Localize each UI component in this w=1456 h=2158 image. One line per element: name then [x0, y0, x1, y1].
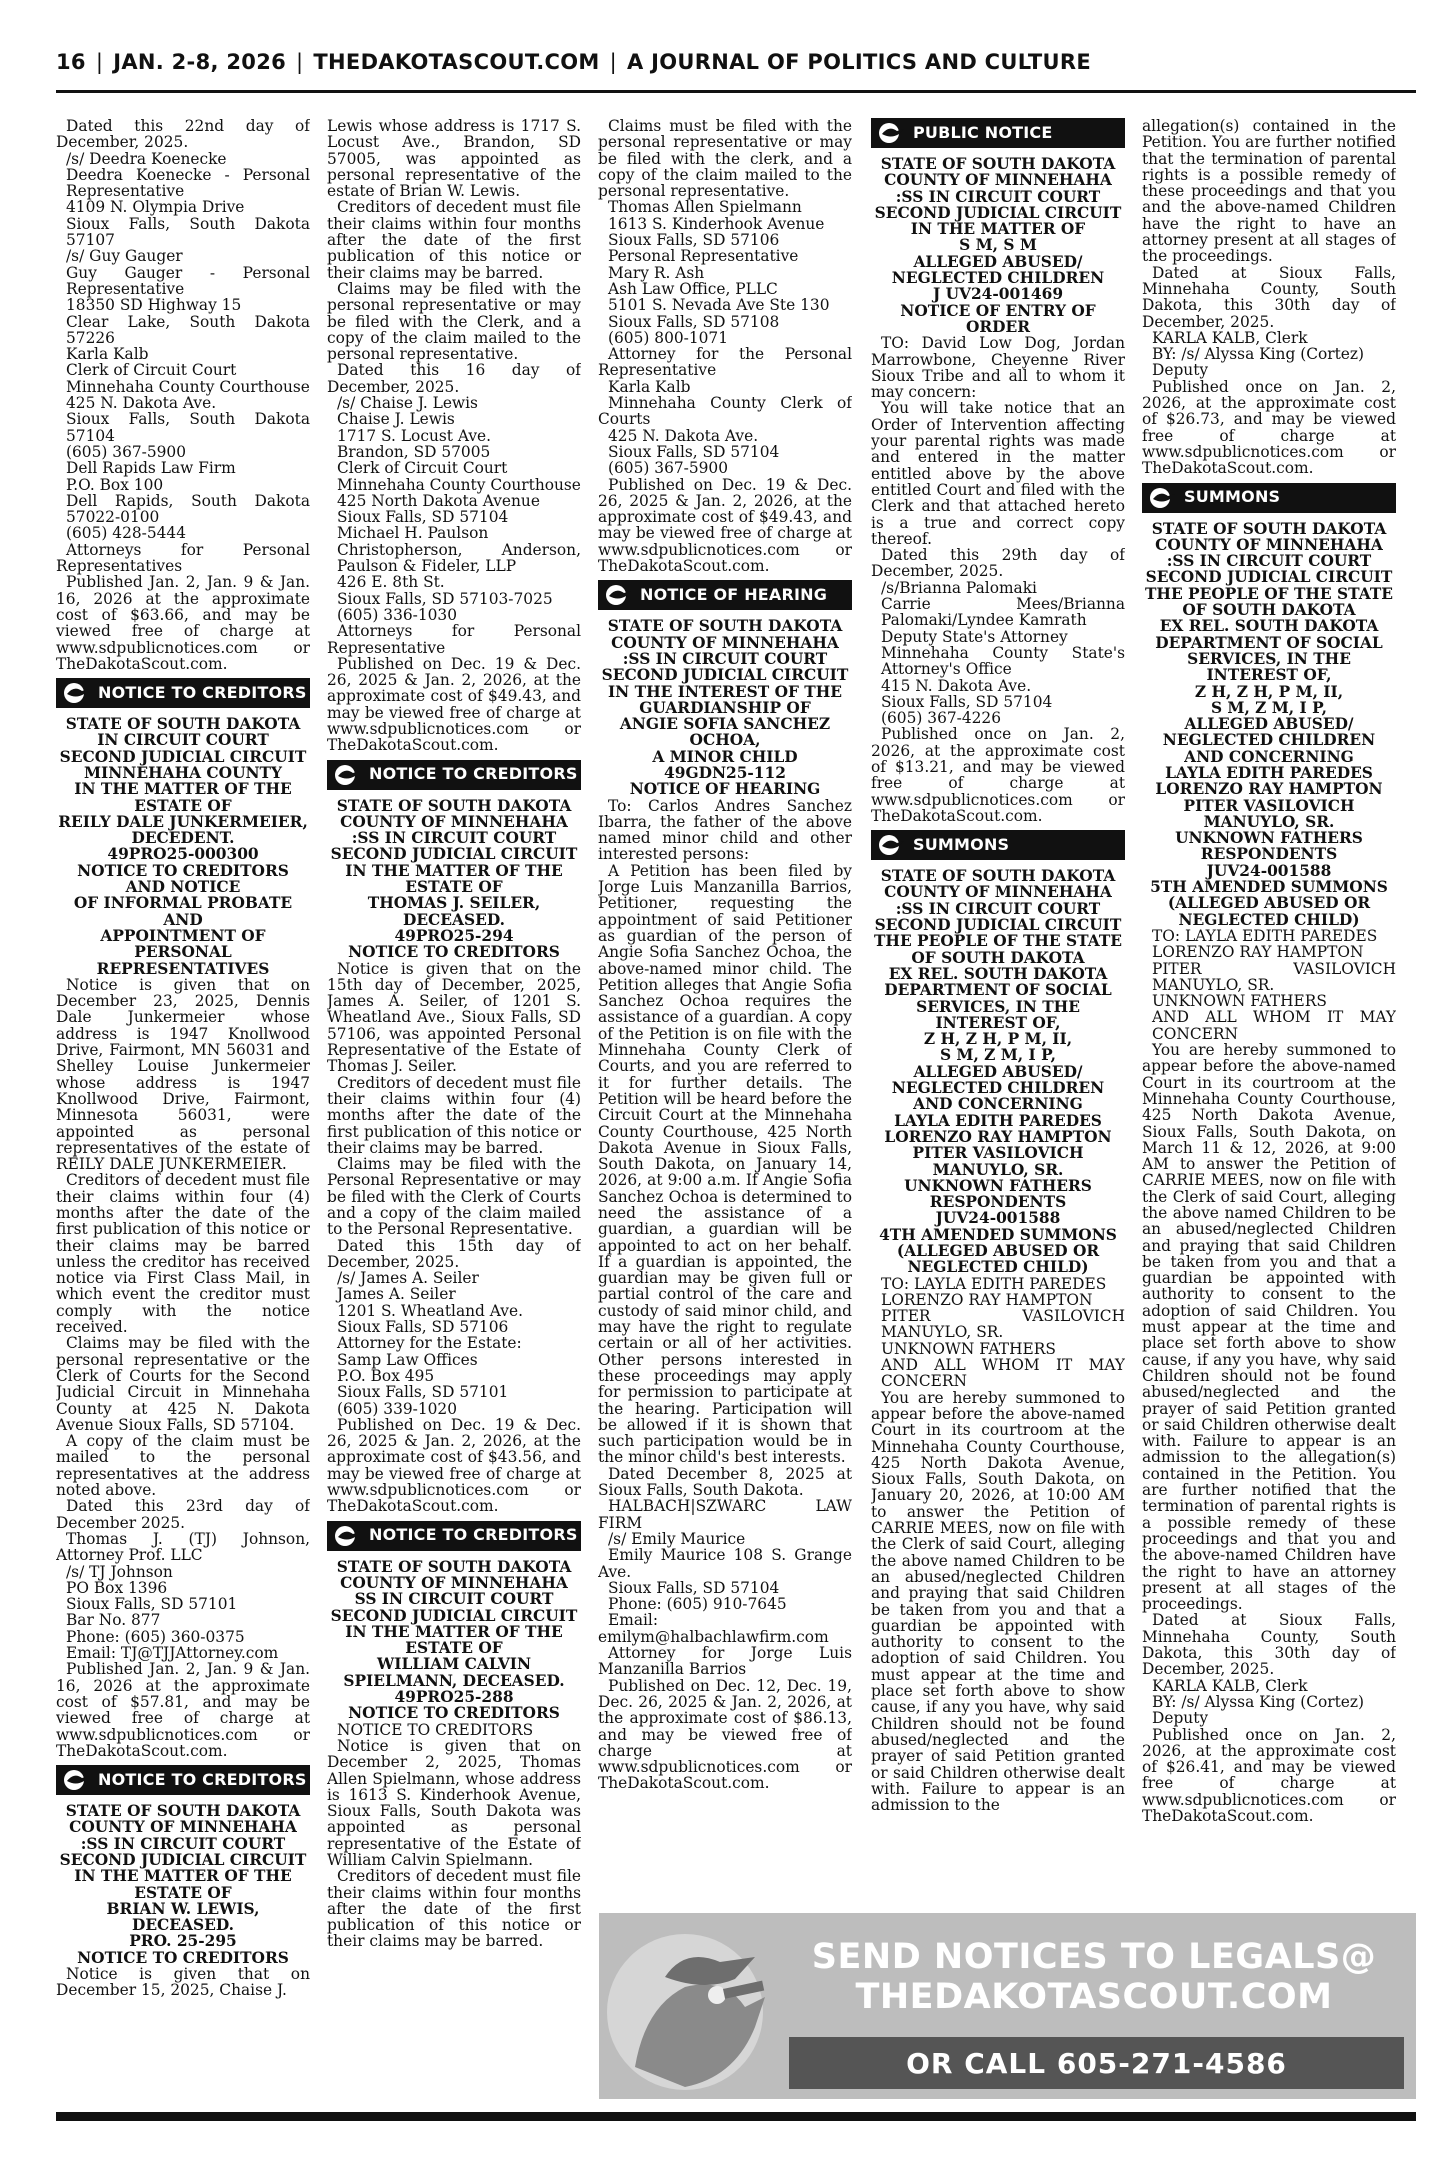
notice-text: /s/ James A. Seiler — [337, 1269, 479, 1288]
notice-text: Deputy State's Attorney — [881, 627, 1068, 646]
site-name: THEDAKOTASCOUT.COM — [313, 50, 600, 74]
notice-text: You will take notice that an Order of Intervention affecting your parental rights was made and entered in the matter entitled above by the above entitled Court and filed with the Clerk and that attached hereto is a true and correct copy thereof. — [871, 399, 1125, 548]
ad-phone-bar — [789, 2037, 1404, 2089]
notice-text: Sioux Falls, SD 57104 — [608, 1578, 780, 1597]
notice-heading: IN THE MATTER OF THE ESTATE OF — [345, 1622, 563, 1658]
notice-text: LORENZO RAY HAMPTON — [1152, 943, 1364, 962]
section-banner — [871, 830, 1125, 860]
notice-text: Minnehaha County Clerk of Courts — [598, 394, 852, 429]
notice-text: Dated this 22nd day of December, 2025. — [56, 118, 310, 152]
ad-line-1: SEND NOTICES TO LEGALS@ — [811, 1937, 1377, 1977]
notice-text: Deputy — [1152, 1709, 1209, 1728]
column-1 — [56, 118, 310, 2096]
notice-heading: THE PEOPLE OF THE STATE OF SOUTH DAKOTA — [873, 932, 1123, 967]
notice-text: Ash Law Office, PLLC — [608, 279, 778, 298]
notice-heading: NOTICE TO CREDITORS — [348, 943, 560, 962]
notice-text: Sioux Falls, South Dakota 57104 — [66, 410, 310, 445]
notice-text: Sioux Falls, South Dakota 57107 — [66, 214, 310, 250]
scout-logo-icon — [877, 121, 907, 145]
notice-heading: 49GDN25-112 — [664, 763, 786, 782]
section-banner — [327, 1521, 581, 1551]
notice-text: Notice is given that on December 15, 2025, Chaise J. — [56, 1965, 310, 2000]
notice-text: (605) 367-4226 — [881, 709, 1002, 728]
notice-text: TO: LAYLA EDITH PAREDES — [881, 1274, 1107, 1293]
ad-line-2: THEDAKOTASCOUT.COM — [855, 1977, 1333, 2017]
notice-text: Attorneys for Personal Representatives — [56, 540, 310, 576]
notice-heading: LAYLA EDITH PAREDES — [1165, 763, 1373, 782]
notice-text: Sioux Falls, SD 57104 — [608, 442, 780, 461]
notice-heading: IN CIRCUIT COURT — [97, 731, 269, 750]
notice-text: 4109 N. Olympia Drive — [66, 198, 245, 217]
notice-text: 18350 SD Highway 15 — [66, 296, 242, 315]
notice-text: 5101 S. Nevada Ave Ste 130 — [608, 296, 830, 315]
notice-heading: SECOND JUDICIAL CIRCUIT — [59, 1850, 307, 1869]
banner-label: NOTICE TO CREDITORS — [98, 1769, 307, 1789]
notice-text: TO: David Low Dog, Jordan Marrowbone, Cheyenne River Sioux Tribe and all to whom it may concern: — [871, 334, 1125, 402]
section-banner — [327, 760, 581, 790]
notice-text: /s/ Deedra Koenecke — [66, 149, 227, 168]
section-banner — [871, 118, 1125, 148]
section-banner — [598, 580, 852, 610]
scout-logo-icon — [333, 1524, 363, 1548]
notice-text: (605) 336-1030 — [337, 605, 458, 624]
notice-text: Claims may be filed with the personal representative or may be filed with the Clerk, and a copy of the claim mailed to the personal representative. — [327, 279, 581, 364]
column-4 — [871, 118, 1125, 2096]
notice-heading: :SS IN CIRCUIT COURT — [895, 899, 1101, 918]
banner-label: NOTICE TO CREDITORS — [369, 1525, 578, 1545]
notice-text: UNKNOWN FATHERS — [881, 1339, 1056, 1358]
notice-text: Dated this 29th day of December, 2025. — [871, 546, 1125, 581]
notice-heading: 49PRO25-294 — [394, 926, 514, 945]
notice-heading: STATE OF SOUTH DAKOTA — [65, 715, 301, 734]
footer-rule — [56, 2112, 1416, 2121]
notice-text: Dated this 15th day of December, 2025. — [327, 1236, 581, 1271]
notice-text: Sioux Falls, SD 57103-7025 — [337, 589, 553, 608]
notice-text: Minnehaha County Courthouse — [66, 377, 310, 396]
notice-text: Dated at Sioux Falls, Minnehaha County, South Dakota, this 30th day of December, 2025. — [1142, 263, 1396, 331]
notice-heading: Z H, Z H, P M, II, — [1194, 682, 1344, 701]
notice-heading: A MINOR CHILD — [652, 747, 798, 766]
notice-text: Email: TJ@TJJAttorney.com — [66, 1644, 279, 1663]
notice-text: PITER VASILOVICH MANUYLO, SR. — [1152, 959, 1396, 994]
notice-heading: NOTICE TO CREDITORS — [348, 1704, 560, 1723]
notice-text: Dated at Sioux Falls, Minnehaha County, South Dakota, this 30th day of December, 2025. — [1142, 1611, 1396, 1679]
notice-heading: THOMAS J. SEILER, DECEASED. — [367, 894, 541, 929]
notice-heading: J UV24-001469 — [932, 285, 1064, 304]
issue-date: JAN. 2-8, 2026 — [113, 50, 287, 74]
notice-text: KARLA KALB, Clerk — [1152, 1676, 1308, 1695]
notice-text: Thomas J. (TJ) Johnson, Attorney Prof. LLC — [56, 1529, 310, 1565]
notice-heading: JUV24-001588 — [935, 1209, 1061, 1228]
notice-text: HALBACH|SZWARC LAW FIRM — [598, 1497, 852, 1532]
notice-text: BY: /s/ Alyssa King (Cortez) — [1152, 345, 1365, 364]
notice-text: 1717 S. Locust Ave. — [337, 426, 492, 445]
notice-heading: SECOND JUDICIAL CIRCUIT — [874, 916, 1122, 935]
notice-text: Creditors of decedent must file their claims within four months after the date of the first publication of this notice or their claims may be barred. — [327, 1867, 581, 1951]
notice-heading: STATE OF SOUTH DAKOTA — [607, 617, 843, 636]
notice-text: Published Jan. 2, Jan. 9 & Jan. 16, 2026 at the approximate cost of $57.81, and may be viewed free of charge at www.sdpublicnotices.com or TheDakotaScout.com. — [56, 1660, 310, 1760]
notice-text: 1201 S. Wheatland Ave. — [337, 1301, 523, 1320]
scout-mascot-icon — [605, 1917, 775, 2095]
notice-heading: UNKNOWN FATHERS — [1175, 829, 1363, 848]
notice-text: Mary R. Ash — [608, 263, 705, 282]
notice-text: /s/ Guy Gauger — [66, 247, 183, 266]
notice-text: 415 N. Dakota Ave. — [881, 676, 1032, 695]
notice-heading: JUV24-001588 — [1206, 861, 1332, 880]
notice-text: Sioux Falls, SD 57101 — [66, 1595, 238, 1614]
notice-text: Thomas Allen Spielmann — [608, 198, 802, 217]
notice-heading: EX REL. SOUTH DAKOTA DEPARTMENT OF SOCIAL SERVICES, IN THE INTEREST OF, — [1155, 617, 1383, 685]
notice-text: KARLA KALB, Clerk — [1152, 328, 1308, 347]
notice-text: Sioux Falls, SD 57101 — [337, 1383, 509, 1402]
notice-heading: SECOND JUDICIAL CIRCUIT — [330, 1606, 578, 1625]
notice-heading: ALLEGED ABUSED/ NEGLECTED CHILDREN — [1162, 715, 1376, 750]
notice-heading: COUNTY OF MINNEHAHA — [611, 633, 839, 652]
notice-text: You are hereby summoned to appear before the above-named Court in its courtroom at the Minnehaha County Courthouse, 425 North Dakota Avenue, Sioux Falls, South Dakota, on January 20, 2026, at 10:00 AM to answer the Petition of CARRIE MEES, now on file with the Clerk of said Court, alleging the above named Children to be an abused/neglected Children and praying that said Children be taken from you and that a guardian be appointed with authority to consent to the adoption of said Children. You must appear at the time and place set forth above to show cause, if any you have, why said Children should not be found abused/neglected and the prayer of said Petition granted or said Children otherwise dealt with. Failure to appear is an admission to the — [871, 1388, 1125, 1815]
notice-text: Published once on Jan. 2, 2026, at the approximate cost of $13.21, and may be viewed free of charge at www.sdpublicnotices.com or TheDakotaScout.com. — [871, 725, 1125, 825]
notice-text: BY: /s/ Alyssa King (Cortez) — [1152, 1692, 1365, 1711]
notice-text: Published on Dec. 19 & Dec. 26, 2025 & Jan. 2, 2026, at the approximate cost of $49.43, and may be viewed free of charge at www.sdpublicnotices.com or TheDakotaScout.com. — [327, 654, 581, 755]
notice-heading: IN THE MATTER OF THE ESTATE OF — [74, 1867, 292, 1902]
notice-heading: NOTICE TO CREDITORS — [77, 1948, 289, 1967]
notice-text: (605) 428-5444 — [66, 524, 187, 543]
tagline: A JOURNAL OF POLITICS AND CULTURE — [627, 50, 1092, 74]
notice-heading: SECOND JUDICIAL CIRCUIT — [330, 845, 578, 864]
notice-text: Brandon, SD 57005 — [337, 442, 491, 461]
notice-heading: 49PRO25-288 — [394, 1688, 514, 1707]
notice-heading: RESPONDENTS — [929, 1193, 1067, 1212]
notice-heading: STATE OF SOUTH DAKOTA — [1151, 519, 1387, 538]
notice-heading: MINNEHAHA COUNTY — [83, 763, 282, 782]
notice-heading: :SS IN CIRCUIT COURT — [80, 1834, 286, 1853]
banner-label: SUMMONS — [1184, 487, 1281, 507]
scout-logo-icon — [62, 681, 92, 705]
section-banner — [1142, 483, 1396, 513]
notice-heading: NOTICE TO CREDITORS AND NOTICE — [77, 861, 289, 897]
notice-text: Dated this 16 day of December, 2025. — [327, 361, 581, 396]
banner-label: NOTICE OF HEARING — [640, 585, 828, 605]
notice-heading: :SS IN CIRCUIT COURT — [1166, 552, 1372, 571]
notice-text: Published once on Jan. 2, 2026, at the approximate cost of $26.41, and may be viewed free of charge at www.sdpublicnotices.com or TheDakotaScout.com. — [1142, 1725, 1396, 1825]
page-number: 16 — [56, 50, 86, 74]
notice-heading: IN THE MATTER OF THE ESTATE OF — [74, 780, 292, 815]
notice-text: Phone: (605) 360-0375 — [66, 1627, 245, 1646]
notice-text: Published on Dec. 12, Dec. 19, Dec. 26, 2025 & Jan. 2, 2026, at the approximate cost of $86.13, and may be viewed free of charge at www.sdpublicnotices.com or TheDakotaScout.com. — [598, 1676, 852, 1793]
notice-text: Deedra Koenecke - Personal Representative — [66, 165, 310, 201]
scout-logo-icon — [877, 833, 907, 857]
notice-text: (605) 367-5900 — [66, 442, 187, 461]
notice-text: Notice is given that on the 15th day of December, 2025, James A. Seiler, of 1201 S. Wheatland Ave., Sioux Falls, SD 57106, was appointed Personal Representative of the Estate of Thomas J. Seiler. — [327, 959, 581, 1076]
notice-text: (605) 800-1071 — [608, 328, 729, 347]
notice-heading: S M, Z M, I P, — [939, 1046, 1057, 1065]
notice-heading: COUNTY OF MINNEHAHA — [340, 1573, 568, 1592]
notice-text: PO Box 1396 — [66, 1578, 168, 1597]
notice-heading: (ALLEGED ABUSED OR NEGLECTED CHILD) — [896, 1242, 1100, 1277]
notice-text: James A. Seiler — [337, 1285, 456, 1304]
notice-text: TO: LAYLA EDITH PAREDES — [1152, 926, 1378, 945]
legal-notices-ad — [599, 1913, 1416, 2099]
notice-text: Christopherson, Anderson, Paulson & Fideler, LLP — [337, 540, 581, 576]
notice-heading: REILY DALE JUNKERMEIER, DECEDENT. — [58, 812, 308, 848]
notice-text: Emily Maurice 108 S. Grange Ave. — [598, 1546, 852, 1581]
notice-text: Clear Lake, South Dakota 57226 — [66, 312, 310, 347]
notice-heading: OF INFORMAL PROBATE AND — [73, 894, 293, 929]
notice-heading: IN THE MATTER OF — [910, 220, 1086, 239]
notice-text: Deputy — [1152, 361, 1209, 380]
banner-label: NOTICE TO CREDITORS — [369, 764, 578, 784]
notice-text: AND ALL WHOM IT MAY CONCERN — [1152, 1008, 1396, 1043]
notice-heading: SECOND JUDICIAL CIRCUIT — [874, 203, 1122, 222]
notice-text: Phone: (605) 910-7645 — [608, 1595, 787, 1614]
notice-heading: APPOINTMENT OF PERSONAL REPRESENTATIVES — [96, 926, 270, 978]
notice-text: /s/ TJ Johnson — [66, 1562, 173, 1581]
section-banner — [56, 678, 310, 708]
notice-text: 425 N. Dakota Ave. — [608, 426, 759, 445]
notice-text: (605) 367-5900 — [608, 459, 729, 478]
notice-heading: SECOND JUDICIAL CIRCUIT — [601, 666, 849, 685]
scout-logo-icon — [604, 583, 634, 607]
column-5 — [1142, 118, 1396, 1896]
notice-text: Email: emilym@halbachlawfirm.com — [598, 1611, 829, 1646]
notice-text: Michael H. Paulson — [337, 524, 489, 543]
header-rule — [56, 90, 1416, 93]
notice-text: Creditors of decedent must file their claims within four (4) months after the date of the first publication of this notice or their claims may be barred. — [327, 1073, 581, 1157]
notice-text: Claims must be filed with the personal representative or may be filed with the clerk, and a copy of the claim mailed to the personal representative. — [598, 118, 852, 201]
notice-text: Attorney for the Personal Representative — [598, 345, 852, 380]
banner-label: NOTICE TO CREDITORS — [98, 682, 307, 702]
notice-heading: PRO. 25-295 — [129, 1932, 237, 1951]
notice-text: Published on Dec. 19 & Dec. 26, 2025 & Jan. 2, 2026, at the approximate cost of $49.43, and may be viewed free of charge at www.sdpublicnotices.com or TheDakotaScout.com. — [598, 475, 852, 576]
notice-heading: IN THE INTEREST OF THE GUARDIANSHIP OF — [607, 682, 843, 717]
notice-heading: COUNTY OF MINNEHAHA — [340, 812, 568, 831]
notice-text: Sioux Falls, SD 57104 — [337, 508, 509, 527]
notice-text: /s/ Emily Maurice — [608, 1529, 746, 1548]
notice-text: UNKNOWN FATHERS — [1152, 992, 1327, 1011]
notice-heading: LORENZO RAY HAMPTON — [884, 1127, 1112, 1146]
notice-heading: AND CONCERNING — [913, 1095, 1083, 1114]
notice-text: Published once on Jan. 2, 2026, at the approximate cost of $26.73, and may be viewed free of charge at www.sdpublicnotices.com or TheDakotaScout.com. — [1142, 377, 1396, 478]
notice-text: 425 North Dakota Avenue — [337, 491, 540, 510]
notice-heading: 49PRO25-000300 — [107, 845, 259, 864]
notice-heading: SS IN CIRCUIT COURT — [354, 1590, 554, 1609]
notice-heading: 4TH AMENDED SUMMONS — [879, 1225, 1117, 1244]
notice-heading: WILLIAM CALVIN SPIELMANN, DECEASED. — [343, 1655, 565, 1690]
notice-text: AND ALL WHOM IT MAY CONCERN — [881, 1356, 1125, 1391]
page-header: 16 | JAN. 2-8, 2026 | THEDAKOTASCOUT.COM | A JOURNAL OF POLITICS AND CULTURE — [56, 50, 1092, 74]
notice-text: Dated this 23rd day of December 2025. — [56, 1497, 310, 1532]
notice-text: Claims may be filed with the personal representative or the Clerk of Courts for the Second Judicial Circuit in Minnehaha County at 425 N. Dakota Avenue Sioux Falls, SD 57104. — [56, 1334, 310, 1434]
notice-heading: :SS IN CIRCUIT COURT — [622, 649, 828, 668]
notice-text: Attorney for Jorge Luis Manzanilla Barrios — [598, 1644, 852, 1679]
notice-heading: NOTICE OF ENTRY OF ORDER — [900, 301, 1096, 336]
notice-heading: STATE OF SOUTH DAKOTA — [65, 1802, 301, 1821]
notice-heading: IN THE MATTER OF THE ESTATE OF — [345, 861, 563, 897]
notice-text: PITER VASILOVICH MANUYLO, SR. — [881, 1307, 1125, 1342]
notice-text: P.O. Box 495 — [337, 1366, 435, 1385]
notice-text: Lewis whose address is 1717 S. Locust Ave., Brandon, SD 57005, was appointed as personal representative of the estate of Brian W. Lewis. — [327, 118, 581, 201]
notice-text: A copy of the claim must be mailed to the personal representatives at the address noted above. — [56, 1432, 310, 1500]
notice-heading: 5TH AMENDED SUMMONS — [1150, 878, 1388, 897]
notice-text: Sioux Falls, SD 57106 — [608, 231, 780, 250]
notice-text: NOTICE TO CREDITORS — [337, 1720, 534, 1739]
notice-heading: COUNTY OF MINNEHAHA — [69, 1818, 297, 1837]
notice-heading: STATE OF SOUTH DAKOTA — [336, 1557, 572, 1576]
notice-text: Karla Kalb — [66, 345, 149, 364]
notice-text: Notice is given that on December 2, 2025, Thomas Allen Spielmann, whose address is 1613 S. Kinderhook Avenue, Sioux Falls, South Dakota was appointed as personal representative of the Estate of William Calvin Spielmann. — [327, 1736, 581, 1869]
notice-heading: UNKNOWN FATHERS — [904, 1176, 1092, 1195]
scout-logo-icon — [62, 1768, 92, 1792]
notice-text: Creditors of decedent must file their claims within four months after the date of the first publication of this notice or their claims may be barred. — [327, 198, 581, 282]
notice-heading: PITER VASILOVICH MANUYLO, SR. — [1183, 796, 1355, 831]
notice-text: Minnehaha County State's Attorney's Office — [881, 643, 1125, 679]
notice-text: (605) 339-1020 — [337, 1399, 458, 1418]
notice-text: A Petition has been filed by Jorge Luis Manzanilla Barrios, Petitioner, requesting the appointment of said Petitioner as guardian of the person of Angie Sofia Sanchez Ochoa, the above-named minor child. The Petition alleges that Angie Sofia Sanchez Ochoa requires the assistance of a guardian. A copy of the Petition is on file with the Minnehaha County Clerk of Courts, and you are referred to it for further details. The Petition will be heard before the Circuit Court at the Minnehaha County Courthouse, 425 North Dakota Avenue in Sioux Falls, South Dakota, on January 14, 2026, at 9:00 a.m. If Angie Sofia Sanchez Ochoa is determined to need the assistance of a guardian, a guardian will be appointed to act on her behalf. If a guardian is appointed, the guardian may be given full or partial control of the care and custody of said minor child, and may have the right to regulate certain or all of her activities. Other persons interested in these proceedings may apply for permission to participate at the hearing. Participation will be allowed if it is shown that such participation would be in the minor child's best interests. — [598, 861, 852, 1467]
notice-heading: ALLEGED ABUSED/ NEGLECTED CHILDREN — [891, 252, 1105, 288]
notice-text: You are hereby summoned to appear before the above-named Court in its courtroom at the Minnehaha County Courthouse, 425 North Dakota Avenue, Sioux Falls, South Dakota, on March 11 & 12, 2026, at 9:00 AM to answer the Petition of CARRIE MEES, now on file with the Clerk of said Court, alleging the above named Children to be an abused/neglected Children and praying that said Children be taken from you and that a guardian be appointed with authority to consent to the adoption of said Children. You must appear at the time and place set forth above to show cause, if any you have, why said Children should not be found abused/neglected and the prayer of said Petition granted or said Children otherwise dealt with. Failure to appear is an admission to the allegation(s) contained in the Petition. You are further notified that the termination of parental rights is a possible remedy of these proceedings and that you and the above-named Children have the right to have an attorney present at all stages of the proceedings. — [1142, 1041, 1396, 1614]
notice-text: /s/Brianna Palomaki — [881, 578, 1037, 597]
notice-heading: S M, S M — [959, 236, 1037, 255]
notice-text: Published on Dec. 19 & Dec. 26, 2025 & Jan. 2, 2026, at the approximate cost of $43.56, and may be viewed free of charge at www.sdpublicnotices.com or TheDakotaScout.com. — [327, 1415, 581, 1516]
notice-heading: RESPONDENTS — [1200, 845, 1338, 864]
notice-text: Clerk of Circuit Court — [337, 459, 508, 478]
notice-heading: COUNTY OF MINNEHAHA — [884, 171, 1112, 190]
notice-heading: COUNTY OF MINNEHAHA — [884, 883, 1112, 902]
ad-phone: OR CALL 605-271-4586 — [906, 2046, 1287, 2080]
notice-heading: STATE OF SOUTH DAKOTA — [880, 155, 1116, 173]
notice-text: allegation(s) contained in the Petition. You are further notified that the termination of parental rights is a possible remedy of these proceedings and that you and the above-named Children have the right to have an attorney present at all stages of the proceedings. — [1142, 118, 1396, 266]
section-banner — [56, 1765, 310, 1795]
notice-text: Notice is given that on December 23, 2025, Dennis Dale Junkermeier whose address is 1947 Knollwood Drive, Fairmont, MN 56031 and Shelley Louise Junkermeier whose address is 1947 Knollwood Drive, Fairmont, Minnesota 56031, were appointed as personal representatives of the estate of REILY DALE JUNKERMEIER. — [56, 975, 310, 1174]
notice-heading: BRIAN W. LEWIS, DECEASED. — [106, 1899, 260, 1935]
notice-text: Carrie Mees/Brianna Palomaki/Lyndee Kamrath — [881, 595, 1125, 630]
notice-text: 1613 S. Kinderhook Avenue — [608, 214, 825, 233]
column-2 — [327, 118, 581, 2096]
notice-text: Guy Gauger - Personal Representative — [66, 263, 310, 298]
notice-text: Samp Law Offices — [337, 1350, 478, 1369]
notice-text: 426 E. 8th St. — [337, 573, 445, 592]
notice-heading: Z H, Z H, P M, II, — [923, 1030, 1073, 1049]
notice-heading: COUNTY OF MINNEHAHA — [1155, 535, 1383, 554]
notice-text: To: Carlos Andres Sanchez Ibarra, the father of the above named minor child and other interested persons: — [598, 796, 852, 864]
notice-heading: ALLEGED ABUSED/ NEGLECTED CHILDREN — [891, 1062, 1105, 1098]
notice-heading: ANGIE SOFIA SANCHEZ OCHOA, — [619, 715, 831, 750]
banner-label: SUMMONS — [913, 835, 1010, 855]
notice-text: Personal Representative — [608, 247, 799, 266]
column-3 — [598, 118, 852, 2096]
notice-heading: NOTICE OF HEARING — [629, 780, 821, 799]
notice-text: Attorneys for Personal Representative — [327, 622, 581, 657]
notice-text: Sioux Falls, SD 57108 — [608, 312, 780, 331]
scout-logo-icon — [333, 763, 363, 787]
notice-heading: LORENZO RAY HAMPTON — [1155, 780, 1383, 799]
notice-text: Sioux Falls, SD 57104 — [881, 692, 1053, 711]
notice-text: Clerk of Circuit Court — [66, 361, 237, 380]
notice-text: Minnehaha County Courthouse — [337, 475, 581, 494]
notice-text: Creditors of decedent must file their claims within four (4) months after the date of the first publication of this notice or their claims may be barred unless the creditor has received notice via First Class Mail, in which event the creditor must comply with the notice received. — [56, 1171, 310, 1337]
notice-text: LORENZO RAY HAMPTON — [881, 1290, 1093, 1309]
notice-text: Karla Kalb — [608, 377, 691, 396]
notice-text: Dated December 8, 2025 at Sioux Falls, South Dakota. — [598, 1464, 852, 1500]
notice-text: Bar No. 877 — [66, 1611, 161, 1630]
notice-heading: STATE OF SOUTH DAKOTA — [336, 796, 572, 815]
notice-heading: :SS IN CIRCUIT COURT — [895, 187, 1101, 206]
notice-text: Claims may be filed with the Personal Representative or may be filed with the Clerk of Courts and a copy of the claim mailed to the Personal Representative. — [327, 1155, 581, 1239]
notice-heading: SECOND JUDICIAL CIRCUIT — [59, 747, 307, 766]
notice-text: Chaise J. Lewis — [337, 410, 455, 429]
notice-heading: THE PEOPLE OF THE STATE OF SOUTH DAKOTA — [1144, 584, 1394, 620]
notice-heading: (ALLEGED ABUSED OR NEGLECTED CHILD) — [1167, 894, 1371, 929]
notice-text: P.O. Box 100 — [66, 475, 164, 494]
notice-heading: STATE OF SOUTH DAKOTA — [880, 867, 1116, 886]
notice-heading: EX REL. SOUTH DAKOTA DEPARTMENT OF SOCIAL SERVICES, IN THE INTEREST OF, — [884, 964, 1112, 1032]
notice-text: Published Jan. 2, Jan. 9 & Jan. 16, 2026 at the approximate cost of $63.66, and may be viewed free of charge at www.sdpublicnotices.com or TheDakotaScout.com. — [56, 573, 310, 673]
notice-text: Attorney for the Estate: — [337, 1334, 522, 1353]
notice-text: Sioux Falls, SD 57106 — [337, 1318, 509, 1337]
notice-heading: PITER VASILOVICH MANUYLO, SR. — [912, 1144, 1084, 1179]
notice-text: Dell Rapids Law Firm — [66, 459, 236, 478]
notice-text: Dell Rapids, South Dakota 57022-0100 — [66, 491, 310, 527]
notice-heading: AND CONCERNING — [1184, 747, 1354, 766]
notice-heading: LAYLA EDITH PAREDES — [894, 1111, 1102, 1130]
banner-label: PUBLIC NOTICE — [913, 122, 1053, 142]
notice-heading: SECOND JUDICIAL CIRCUIT — [1145, 568, 1393, 587]
notice-heading: S M, Z M, I P, — [1210, 698, 1328, 717]
scout-logo-icon — [1148, 486, 1178, 510]
notice-text: /s/ Chaise J. Lewis — [337, 394, 478, 413]
notice-heading: :SS IN CIRCUIT COURT — [351, 829, 557, 848]
notice-text: 425 N. Dakota Ave. — [66, 394, 217, 413]
